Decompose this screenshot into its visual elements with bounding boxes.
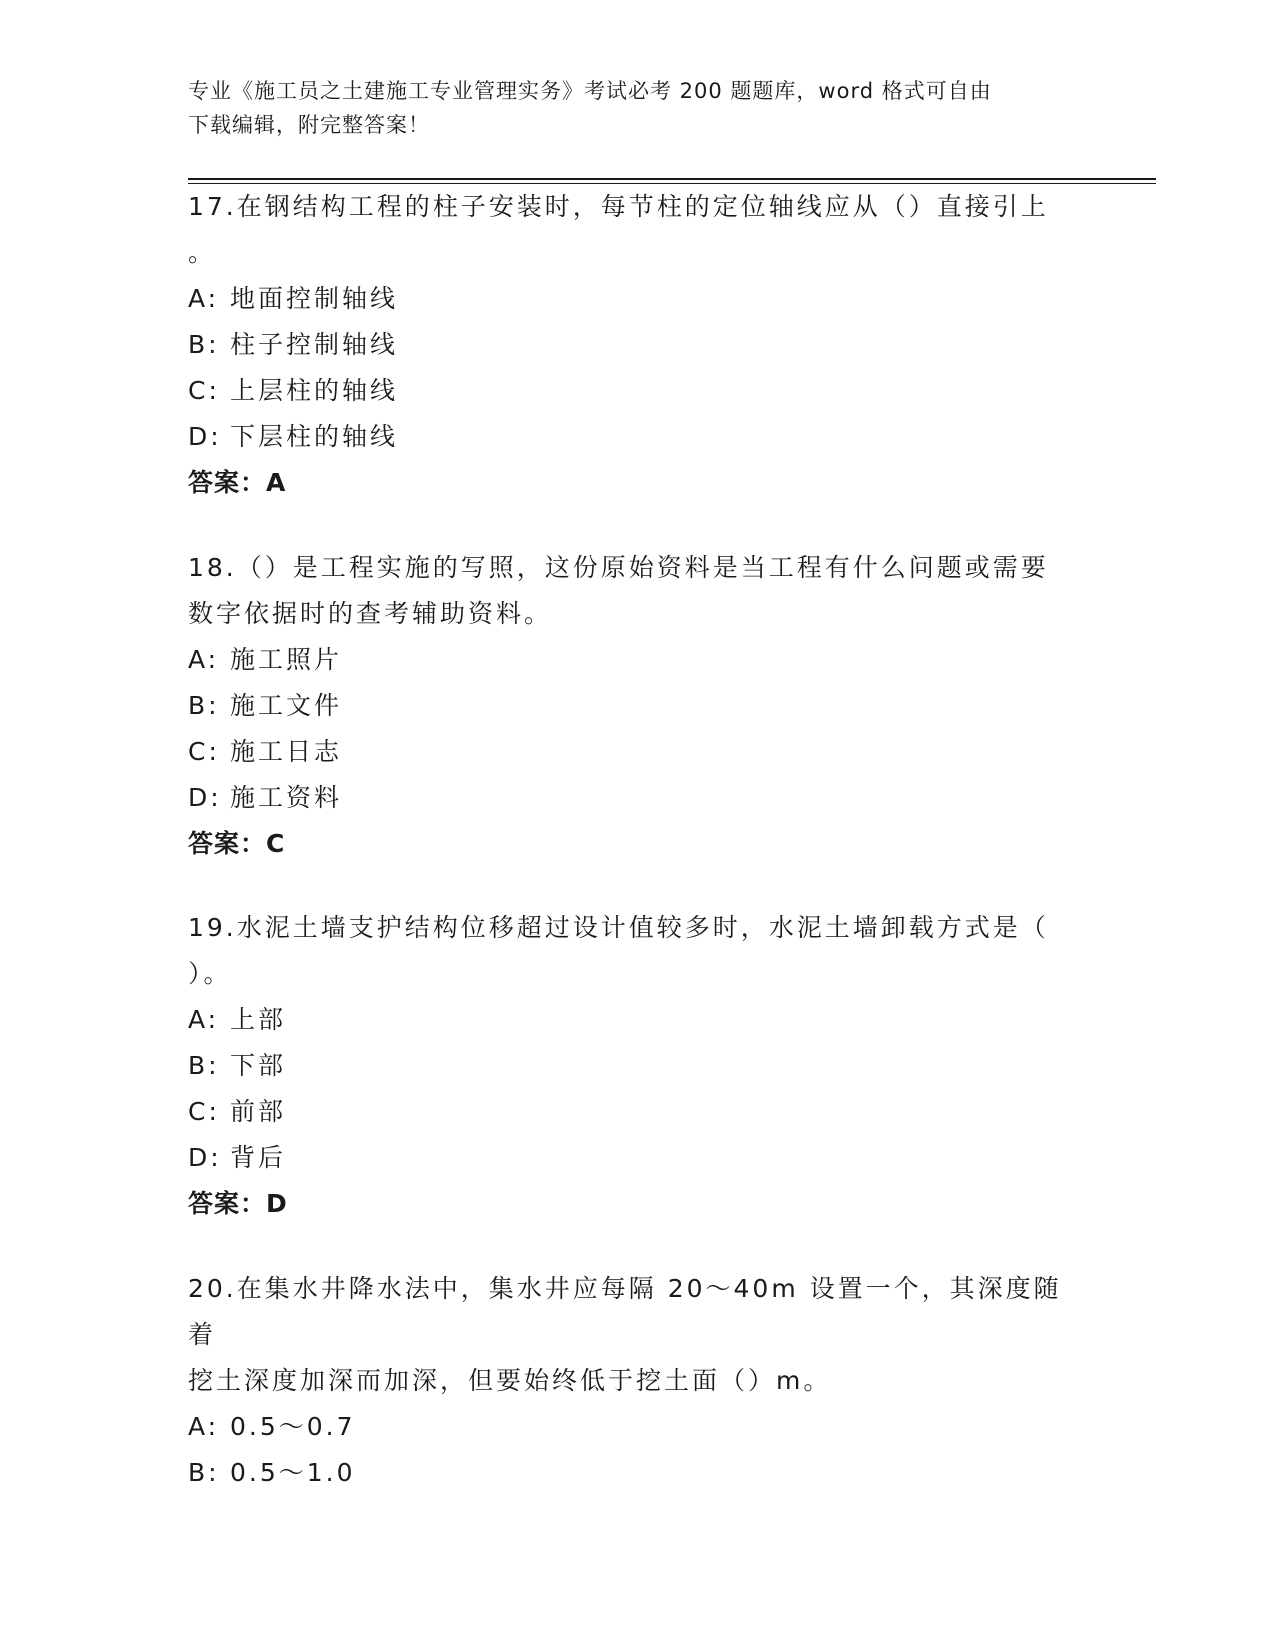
question-17 (188, 184, 1078, 506)
option-letter: B: (188, 1458, 220, 1487)
option-text: 前部 (230, 1097, 287, 1126)
option-text: 背后 (230, 1143, 287, 1172)
answer-text: 答案：A (188, 468, 287, 497)
option-d (188, 414, 1078, 460)
option-text: 地面控制轴线 (230, 284, 399, 313)
option-b (188, 683, 1078, 729)
question-stem-line-2: ）。 (188, 959, 232, 988)
option-text: 施工资料 (230, 783, 343, 812)
question-stem-line-2: 。 (188, 238, 217, 267)
option-letter: D: (188, 783, 222, 812)
option-text: 施工日志 (230, 737, 343, 766)
option-b (188, 1450, 1078, 1496)
option-letter: C: (188, 737, 220, 766)
option-letter: A: (188, 1005, 220, 1034)
option-text: 柱子控制轴线 (230, 330, 399, 359)
header-divider-thick (188, 178, 1156, 180)
option-text: 0.5～0.7 (230, 1412, 356, 1441)
option-letter: B: (188, 330, 220, 359)
header-line-1: 专业《施工员之土建施工专业管理实务》考试必考 200 题题库，word 格式可自由 (188, 79, 992, 103)
option-text: 下部 (230, 1051, 287, 1080)
option-text: 上部 (230, 1005, 287, 1034)
option-c (188, 729, 1078, 775)
option-b (188, 322, 1078, 368)
question-stem-line-1: 19.水泥土墙支护结构位移超过设计值较多时，水泥土墙卸载方式是（ (188, 913, 1049, 942)
header-line-2: 下载编辑，附完整答案！ (188, 113, 430, 137)
question-stem-line-1: 17.在钢结构工程的柱子安装时，每节柱的定位轴线应从（）直接引上 (188, 192, 1049, 221)
option-letter: C: (188, 1097, 220, 1126)
option-text: 施工照片 (230, 645, 343, 674)
option-letter: B: (188, 691, 220, 720)
option-a (188, 997, 1078, 1043)
option-text: 0.5～1.0 (230, 1458, 356, 1487)
option-letter: A: (188, 284, 220, 313)
question-20 (188, 1266, 1078, 1496)
option-letter: A: (188, 1412, 220, 1441)
question-stem-line-1: 20.在集水井降水法中，集水井应每隔 20～40m 设置一个，其深度随着 (188, 1274, 1062, 1349)
answer-text: 答案：C (188, 829, 286, 858)
document-header (188, 74, 1088, 142)
option-letter: D: (188, 422, 222, 451)
answer-text: 答案：D (188, 1189, 288, 1218)
question-18 (188, 545, 1078, 867)
option-d (188, 1135, 1078, 1181)
question-stem-line-2: 挖土深度加深而加深，但要始终低于挖土面（）m。 (188, 1366, 832, 1395)
option-c (188, 1089, 1078, 1135)
question-stem-line-1: 18.（）是工程实施的写照，这份原始资料是当工程有什么问题或需要 (188, 553, 1049, 582)
option-a (188, 1404, 1078, 1450)
option-c (188, 368, 1078, 414)
option-b (188, 1043, 1078, 1089)
option-a (188, 637, 1078, 683)
option-letter: A: (188, 645, 220, 674)
option-text: 施工文件 (230, 691, 343, 720)
question-stem-line-2: 数字依据时的查考辅助资料。 (188, 599, 553, 628)
option-letter: B: (188, 1051, 220, 1080)
option-letter: C: (188, 376, 220, 405)
option-letter: D: (188, 1143, 222, 1172)
question-19 (188, 905, 1078, 1227)
option-a (188, 276, 1078, 322)
option-text: 上层柱的轴线 (230, 376, 399, 405)
option-d (188, 775, 1078, 821)
option-text: 下层柱的轴线 (230, 422, 399, 451)
